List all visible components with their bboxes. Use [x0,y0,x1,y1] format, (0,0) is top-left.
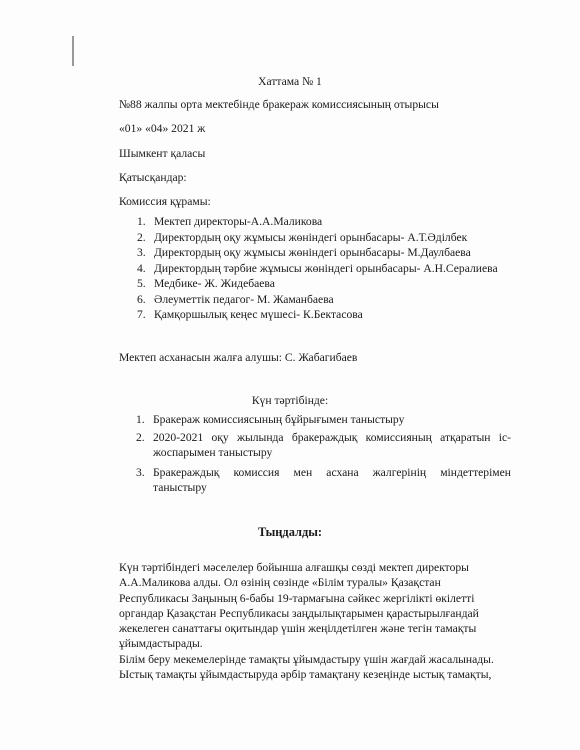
list-item: 1. Мектеп директоры-А.А.Маликова [137,215,323,228]
meeting-date: «01» «04» 2021 ж [119,122,206,135]
list-item: 2. 2020-2021 оқу жылында бракераждық комиссияның атқаратын іс-жоспарымен таныстыру [136,430,511,459]
body-line: Республикасы Заңының 6-бабы 19-тармағына сәйкес жергілікті өкілетті [119,591,475,605]
attendees-label: Қатысқандар: [119,171,187,184]
body-line: Күн тәртібіндегі мәселелер бойынша алғашқы сөзді мектеп директоры [119,561,469,574]
list-item: 1. Бракераж комиссиясының бұйрығымен таныстыру [136,413,405,426]
meeting-city: Шымкент қаласы [119,147,206,160]
margin-mark [72,36,74,66]
body-line: Білім беру мекемелерінде тамақты ұйымдастыру үшін жағдай жасалынады. [119,652,494,666]
body-line: жекелеген санаттағы оқитындар үшін жеңілдетілген және тегін тамақты [119,622,477,636]
list-item: 3. Бракераждық комиссия мен асхана жалгерінің міндеттерімен таныстыру [136,465,511,494]
body-line: органдар Қазақстан Республикасы заңдылықтарымен қарастырылғандай [119,606,479,620]
list-item: 5. Медбике- Ж. Жидебаева [137,277,275,290]
commission-label: Комиссия құрамы: [119,195,211,208]
canteen-renter: Мектеп асханасын жалға алушы: С. Жабагибаев [119,351,358,364]
body-line: ұйымдастырады. [119,637,203,651]
protocol-title: Хаттама № 1 [258,75,322,88]
meeting-subtitle: №88 жалпы орта мектебінде бракераж комиссиясының отырысы [119,98,439,111]
body-line: А.А.Маликова алды. Ол өзінің сөзінде «Білім туралы» Қазақстан [119,576,441,590]
list-item: 3. Директордың оқу жұмысы жөніндегі орынбасары- М.Даулбаева [137,246,471,259]
list-item: 7. Қамқоршылық кеңес мүшесі- К.Бектасова [137,308,363,321]
agenda-list [136,412,511,496]
body-line: Ыстық тамақты ұйымдастыруда әрбір тамақтану кезеңінде ыстық тамақты, [119,668,492,682]
body-paragraph [119,560,504,682]
commission-list [137,214,498,323]
list-item: 6. Әлеуметтік педагог- М. Жаманбаева [137,292,334,306]
list-item: 2. Директордың оқу жұмысы жөніндегі орынбасары- А.Т.Әділбек [137,230,468,244]
heard-heading: Тыңдалды: [257,525,323,539]
agenda-label: Күн тәртібінде: [251,394,329,407]
list-item: 4. Директордың тәрбие жұмысы жөніндегі орынбасары- А.Н.Сералиева [137,261,498,275]
